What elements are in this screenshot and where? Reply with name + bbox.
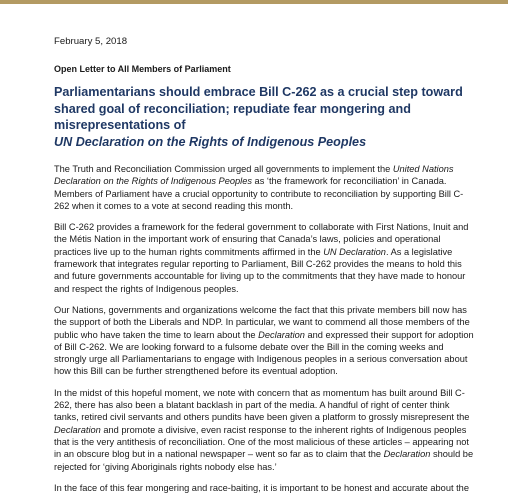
letter-page bbox=[54, 36, 474, 494]
paragraph-1-italic: United Nations Declaration on the Rights of Indigenous Peoples bbox=[54, 164, 454, 187]
paragraph-4-italic-2: Declaration bbox=[383, 449, 431, 460]
paragraph-2-italic: UN Declaration bbox=[323, 246, 386, 257]
paragraph-3-text-c: and expressed their support for adoption of Bill C-262. We are looking forward to a fulsome debate over the Bill in the coming weeks and strongly urge all Parliamentarians to engage with Indigenous peoples in a serious conversation about how this Bill can be further strengthened before its eventual adoption. bbox=[54, 329, 474, 377]
paragraph-2-text-c: . As a legislative framework that integrates regular reporting to Parliament, Bill C-262 provides the means to hold this and future governments accountable for living up to the commitments that they have made to honour and respect the rights of Indigenous peoples. bbox=[54, 246, 466, 294]
paragraph-1-text-a: The Truth and Reconciliation Commission urged all governments to implement the bbox=[54, 164, 393, 174]
headline-italic-text: UN Declaration on the Rights of Indigenous Peoples bbox=[54, 134, 367, 149]
letter-recipient: Open Letter to All Members of Parliament bbox=[54, 64, 231, 74]
top-decorative-band bbox=[0, 0, 508, 4]
paragraph-3-italic: Declaration bbox=[258, 329, 305, 340]
paragraph-4-text-a: In the midst of this hopeful moment, we note with concern that as momentum has built around Bill C-262, there has also been a blatant backlash in part of the media. A handful of right of center think tanks, retired civil servants and others pundits have been given a platform to grossly misrepresent the bbox=[54, 387, 470, 423]
letter-headline bbox=[54, 84, 474, 150]
headline-text: Parliamentarians should embrace Bill C-262 as a crucial step toward shared goal of reconciliation; repudiate fear mongering and misrepresentations of bbox=[54, 85, 463, 132]
paragraph-4-italic: Declaration bbox=[54, 424, 101, 435]
paragraph-4-text-c: and promote a divisive, even racist response to the inherent rights of Indigenous peoples that is the very antithesis of reconciliation. One of the most malicious of these articles – appearing not in an obscure blog but in a national newspaper – went so far as to claim that the bbox=[54, 424, 469, 460]
paragraph-4 bbox=[54, 387, 474, 473]
paragraph-5-partial bbox=[54, 482, 474, 494]
paragraph-3-text-a: Our Nations, governments and organizations welcome the fact that this private members bill now has the support of both the Liberals and NDP. In particular, we want to commend all those members of the public who have taken the time to learn about the bbox=[54, 304, 470, 340]
paragraph-1-text-c: as ‘the framework for reconciliation’ in Canada. Members of Parliament have a crucial opportunity to contribute to reconciliation by supporting Bill C-262 when it comes to a vote at second reading this month. bbox=[54, 176, 464, 211]
paragraph-2-text-a: Bill C-262 provides a framework for the federal government to collaborate with First Nations, Inuit and the Métis Nation in the important work of ensuring that Canada’s laws, policies and operational practices live up to the human rights commitments affirmed in the bbox=[54, 222, 469, 257]
letter-date: February 5, 2018 bbox=[54, 36, 128, 47]
paragraph-2 bbox=[54, 221, 474, 295]
paragraph-1 bbox=[54, 163, 474, 212]
paragraph-3 bbox=[54, 304, 474, 378]
paragraph-5-text: In the face of this fear mongering and race-baiting, it is important to be honest and accurate about the bbox=[54, 482, 469, 493]
paragraph-4-text-e: should be rejected for ‘giving Aboriginals rights nobody else has.’ bbox=[54, 449, 474, 472]
